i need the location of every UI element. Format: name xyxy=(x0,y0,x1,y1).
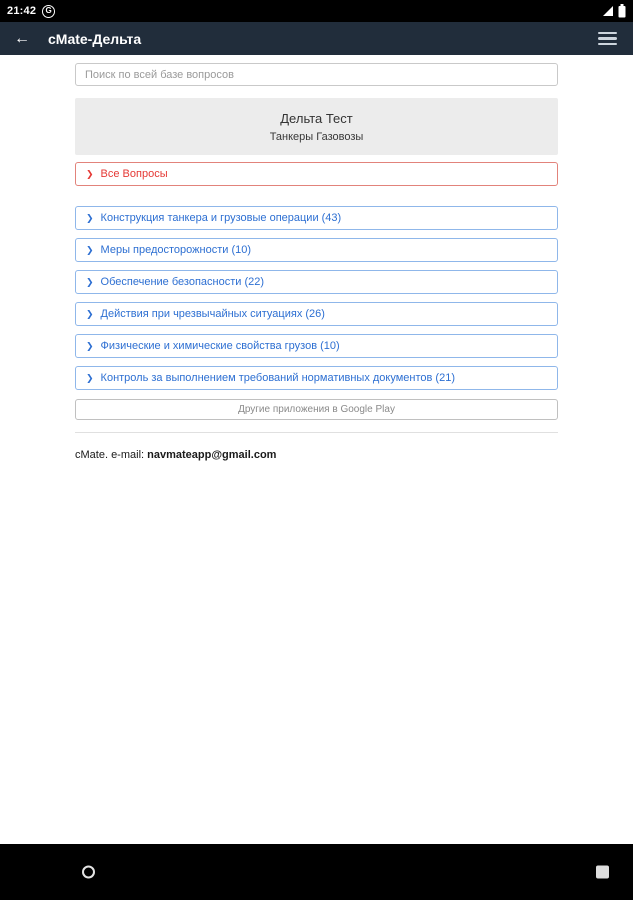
divider xyxy=(75,432,558,433)
main-content xyxy=(0,55,633,461)
category-label: Меры предосторожности (10) xyxy=(100,244,252,256)
category-button-cargo-properties[interactable] xyxy=(75,334,558,358)
category-list xyxy=(75,206,558,390)
category-label: Конструкция танкера и грузовые операции (43) xyxy=(100,212,342,224)
clock: 21:42 xyxy=(7,5,37,17)
chevron-right-icon: ❯ xyxy=(86,373,94,383)
category-label: Контроль за выполнением требований нормативных документов (21) xyxy=(100,372,455,384)
chevron-right-icon: ❯ xyxy=(86,309,94,319)
menu-bar xyxy=(598,32,617,34)
chevron-right-icon: ❯ xyxy=(86,213,94,223)
app-notification-icon: G xyxy=(42,5,55,18)
category-button-safety[interactable] xyxy=(75,270,558,294)
test-header-panel xyxy=(75,98,558,155)
category-button-emergency[interactable] xyxy=(75,302,558,326)
chevron-right-icon: ❯ xyxy=(86,169,94,179)
category-label: Обеспечение безопасности (22) xyxy=(100,276,265,288)
footer-contact xyxy=(75,449,558,461)
google-play-button[interactable] xyxy=(75,399,558,420)
search-input[interactable] xyxy=(75,63,558,86)
footer-prefix: cMate. e-mail: xyxy=(75,449,148,461)
category-label: Физические и химические свойства грузов (10) xyxy=(100,340,340,352)
page-title: cMate-Дельта xyxy=(48,30,142,47)
battery-icon xyxy=(618,4,626,18)
category-button-precautions[interactable] xyxy=(75,238,558,262)
test-title: Дельта Тест xyxy=(280,111,353,126)
status-bar xyxy=(0,0,633,22)
home-icon[interactable] xyxy=(82,866,95,879)
android-nav-bar xyxy=(0,844,633,900)
footer-email[interactable]: navmateapp@gmail.com xyxy=(147,449,277,461)
test-subtitle: Танкеры Газовозы xyxy=(269,131,364,143)
signal-icon xyxy=(602,5,614,17)
chevron-right-icon: ❯ xyxy=(86,277,94,287)
category-button-construction[interactable] xyxy=(75,206,558,230)
menu-bar xyxy=(598,43,617,45)
google-play-label: Другие приложения в Google Play xyxy=(238,404,395,415)
status-left xyxy=(7,5,55,18)
recents-icon[interactable] xyxy=(596,866,609,879)
status-right xyxy=(602,4,626,18)
all-questions-label: Все Вопросы xyxy=(100,168,168,180)
all-questions-button[interactable] xyxy=(75,162,558,186)
category-button-compliance[interactable] xyxy=(75,366,558,390)
menu-bar xyxy=(598,37,617,39)
category-label: Действия при чрезвычайных ситуациях (26) xyxy=(100,308,325,320)
chevron-right-icon: ❯ xyxy=(86,245,94,255)
app-bar xyxy=(0,22,633,55)
back-icon[interactable]: ← xyxy=(14,29,30,47)
chevron-right-icon: ❯ xyxy=(86,341,94,351)
hamburger-menu-icon[interactable] xyxy=(596,27,619,50)
